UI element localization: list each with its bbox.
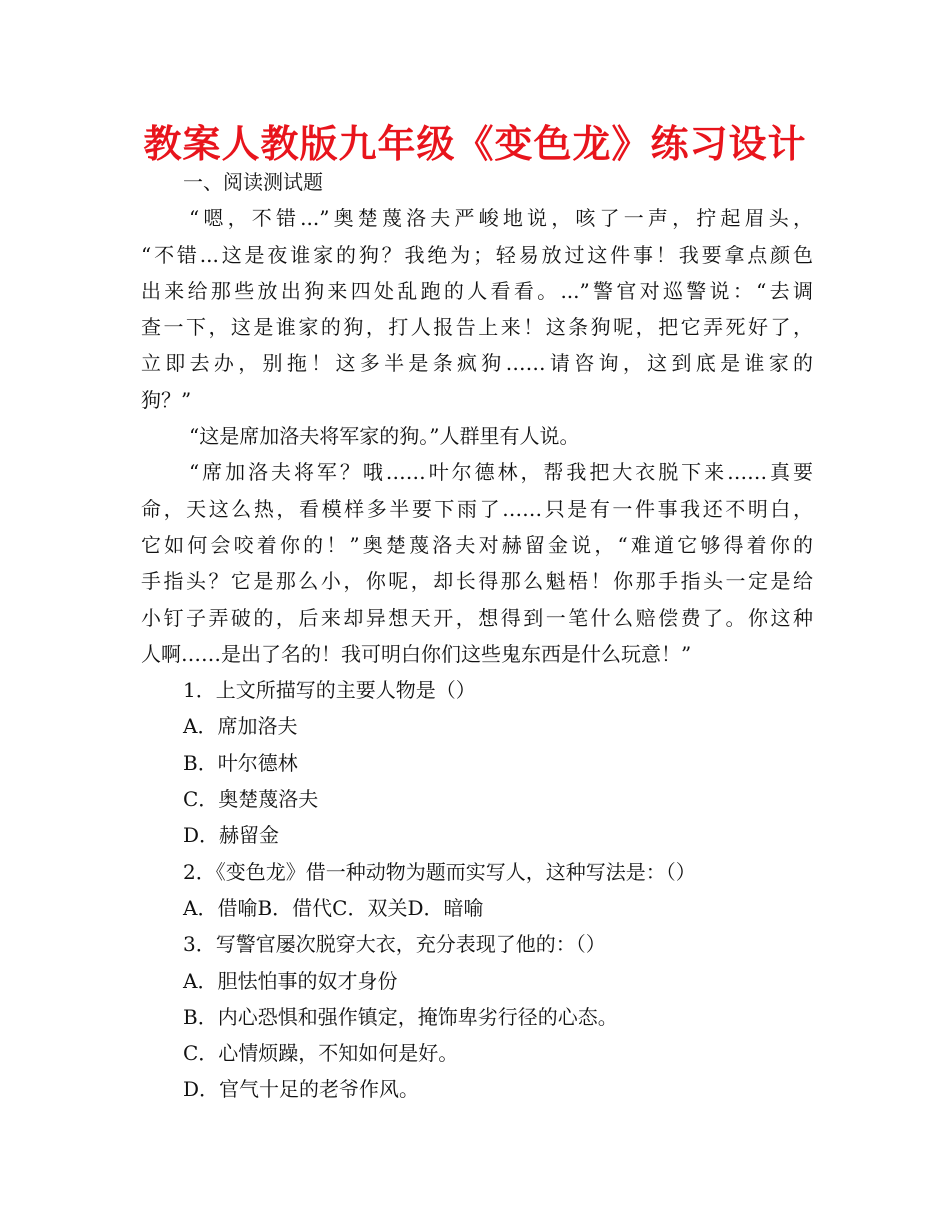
paragraph-line: 它如何会咬着你的！”奥楚蔑洛夫对赫留金说，“难道它够得着你的 (141, 532, 813, 557)
question-1-option-d: D．赫留金 (183, 823, 280, 848)
document-body (141, 164, 813, 1108)
paragraph-line: 狗？” (141, 387, 192, 412)
question-1: 1．上文所描写的主要人物是（） (183, 678, 476, 703)
paragraph-line: 命，天这么热，看模样多半要下雨了……只是有一件事我还不明白， (141, 496, 813, 521)
question-3-option-a: A．胆怯怕事的奴才身份 (183, 968, 398, 993)
question-1-option-b: B．叶尔德林 (183, 750, 298, 775)
question-1-option-c: C．奥楚蔑洛夫 (183, 787, 319, 812)
paragraph-line: 小钉子弄破的，后来却异想天开，想得到一笔什么赔偿费了。你这种 (141, 605, 813, 630)
paragraph-line: “这是席加洛夫将军家的狗。”人群里有人说。 (189, 424, 580, 449)
question-3-option-d: D．官气十足的老爷作风。 (183, 1077, 420, 1102)
paragraph-line: 手指头？它是那么小，你呢，却长得那么魁梧！你那手指头一定是给 (141, 569, 813, 594)
paragraph-line: 立即去办，别拖！这多半是条疯狗……请咨询，这到底是谁家的 (141, 351, 813, 376)
paragraph-line: 查一下，这是谁家的狗，打人报告上来！这条狗呢，把它弄死好了， (141, 315, 813, 340)
paragraph-line: 出来给那些放出狗来四处乱跑的人看看。...”警官对巡警说：“去调 (141, 278, 813, 303)
document-title: 教案人教版九年级《变色龙》练习设计 (143, 122, 807, 166)
question-3-option-c: C．心情烦躁，不知如何是好。 (183, 1041, 459, 1066)
paragraph-line: “嗯，不错...”奥楚蔑洛夫严峻地说，咳了一声，拧起眉头， (189, 206, 813, 231)
question-2-options: A．借喻B．借代C．双关D．暗喻 (183, 895, 484, 920)
question-3: 3．写警官屡次脱穿大衣，充分表现了他的：（） (183, 932, 606, 957)
question-3-option-b: B．内心恐惧和强作镇定，掩饰卑劣行径的心态。 (183, 1004, 618, 1029)
question-1-option-a: A．席加洛夫 (183, 714, 298, 739)
paragraph-line: “不错...这是夜谁家的狗？我绝为；轻易放过这件事！我要拿点颜色 (141, 242, 813, 267)
paragraph-line: “席加洛夫将军？哦……叶尔德林，帮我把大衣脱下来……真要 (189, 460, 813, 485)
question-2: 2．《变色龙》借一种动物为题而实写人，这种写法是：（） (183, 859, 696, 884)
section-heading: 一、阅读测试题 (183, 170, 323, 194)
paragraph-line: 人啊……是出了名的！我可明白你们这些鬼东西是什么玩意！” (141, 641, 692, 666)
